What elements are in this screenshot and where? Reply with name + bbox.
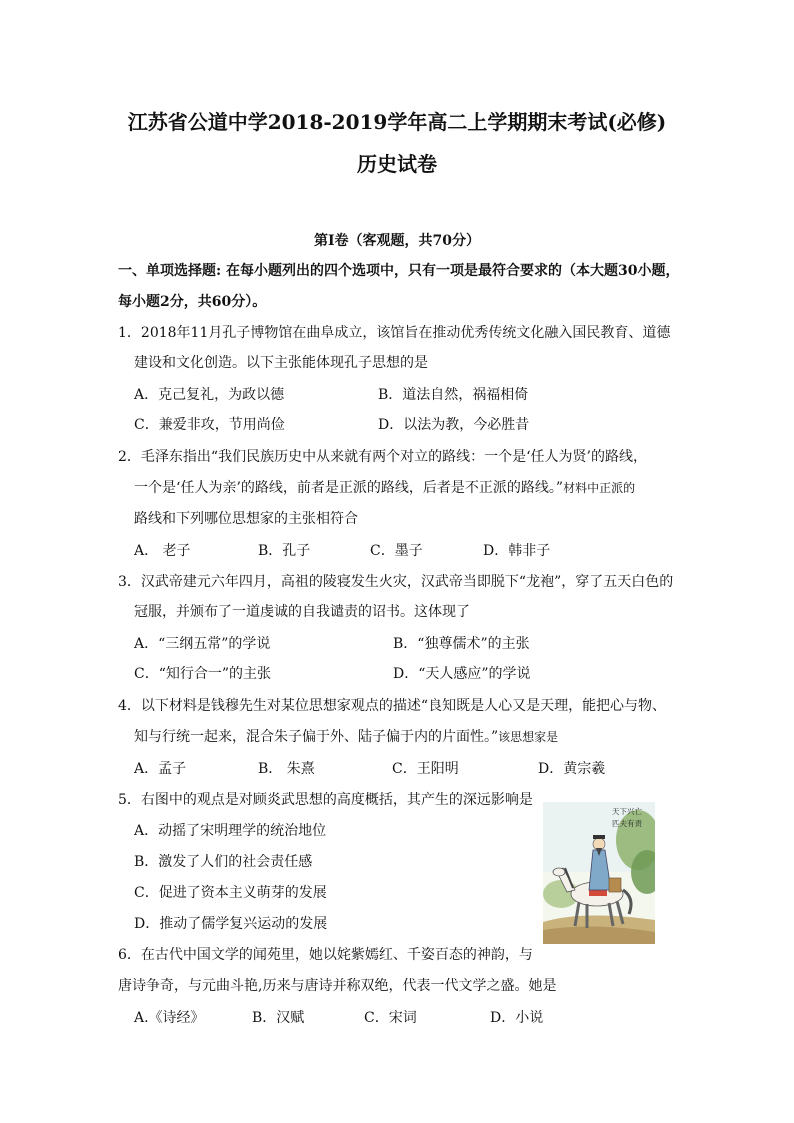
question-5-option-b: B．激发了人们的社会责任感: [134, 854, 313, 870]
question-2-option-a: A． 老子: [134, 543, 191, 559]
question-2-option-d: D．韩非子: [483, 543, 551, 559]
question-2-option-c: C．墨子: [370, 543, 423, 559]
question-2-line-3: 路线和下列哪位思想家的主张相符合: [134, 511, 358, 527]
question-4-line-2-text: 知与行统一起来，混合朱子偏于外、陆子偏于内的片面性。”: [134, 729, 499, 745]
question-1-option-c: C．兼爱非攻，节用尚俭: [134, 417, 285, 433]
question-4-line-2-suffix: 该思想家是: [498, 730, 559, 744]
question-6-option-a: A.《诗经》: [134, 1010, 205, 1026]
question-4-line-2: [134, 728, 558, 746]
question-3-option-d: D．“天人感应”的学说: [393, 666, 531, 682]
question-3-option-a: A．“三纲五常”的学说: [134, 636, 271, 652]
question-6-option-b: B．汉赋: [252, 1010, 305, 1026]
question-3-option-b: B．“独尊儒术”的主张: [393, 636, 530, 652]
question-2-option-b: B．孔子: [258, 543, 311, 559]
question-4-option-a: A．孟子: [134, 761, 187, 777]
instructions-line-2: 每小题2分，共60分）。: [118, 294, 267, 310]
illustration-caption-line-1: 天下兴亡: [612, 807, 642, 816]
question-3-line-1: 3．汉武帝建元六年四月，高祖的陵寝发生火灾，汉武帝当即脱下“龙袍”，穿了五天白色的: [118, 574, 674, 590]
question-5-option-d: D．推动了儒学复兴运动的发展: [134, 916, 328, 932]
question-2-line-1: 2．毛泽东指出“我们民族历史中从来就有两个对立的路线：一个是‘任人为贤’的路线，: [118, 449, 647, 465]
question-5-line-1: 5．右图中的观点是对顾炎武思想的高度概括，其产生的深远影响是: [118, 792, 533, 808]
question-1-line-1: 1．2018年11月孔子博物馆在曲阜成立，该馆旨在推动优秀传统文化融入国民教育、道德: [118, 325, 671, 341]
instructions-line-1: 一、单项选择题: 在每小题列出的四个选项中，只有一项是最符合要求的（本大题30小题，: [118, 263, 680, 279]
question-3-option-c: C．“知行合一”的主张: [134, 666, 272, 682]
gu-yanwu-illustration: [543, 802, 655, 944]
question-6-option-d: D．小说: [490, 1010, 544, 1026]
exam-title: 江苏省公道中学2018-2019学年高二上学期期末考试(必修): [127, 110, 667, 134]
exam-subtitle: 历史试卷: [357, 152, 437, 176]
question-6-line-2: 唐诗争奇，与元曲斗艳,历来与唐诗并称双绝，代表一代文学之盛。她是: [118, 978, 557, 994]
question-1-option-a: A．克己复礼，为政以德: [134, 387, 285, 403]
question-1-option-d: D．以法为教，今必胜昔: [378, 417, 530, 433]
question-6-line-1: 6．在古代中国文学的闻苑里，她以姹紫嫣红、千姿百态的神韵，与: [118, 947, 533, 963]
question-2-line-2: [134, 479, 635, 497]
section-heading: 第Ⅰ卷（客观题，共70分）: [313, 233, 481, 249]
question-5-option-c: C．促进了资本主义萌芽的发展: [134, 885, 327, 901]
question-4-option-d: D．黄宗羲: [538, 761, 606, 777]
question-4-option-b: B． 朱熹: [258, 761, 315, 777]
question-6-option-c: C．宋词: [364, 1010, 417, 1026]
question-3-line-2: 冠服，并颁布了一道虔诚的自我谴责的诏书。这体现了: [134, 604, 470, 620]
question-4-option-c: C．王阳明: [392, 761, 459, 777]
question-1-option-b: B．道法自然，祸福相倚: [378, 387, 529, 403]
illustration-caption-line-2: 匹夫有责: [612, 819, 642, 828]
question-5-option-a: A．动摇了宋明理学的统治地位: [134, 823, 327, 839]
question-2-line-2-suffix: 材料中正派的: [563, 481, 636, 495]
question-2-line-2-text: 一个是‘任人为亲’的路线，前者是正派的路线，后者是不正派的路线。”: [134, 480, 564, 496]
question-1-line-2: 建设和文化创造。以下主张能体现孔子思想的是: [134, 355, 428, 371]
question-4-line-1: 4．以下材料是钱穆先生对某位思想家观点的描述“良知既是人心又是天理，能把心与物、: [118, 698, 667, 714]
